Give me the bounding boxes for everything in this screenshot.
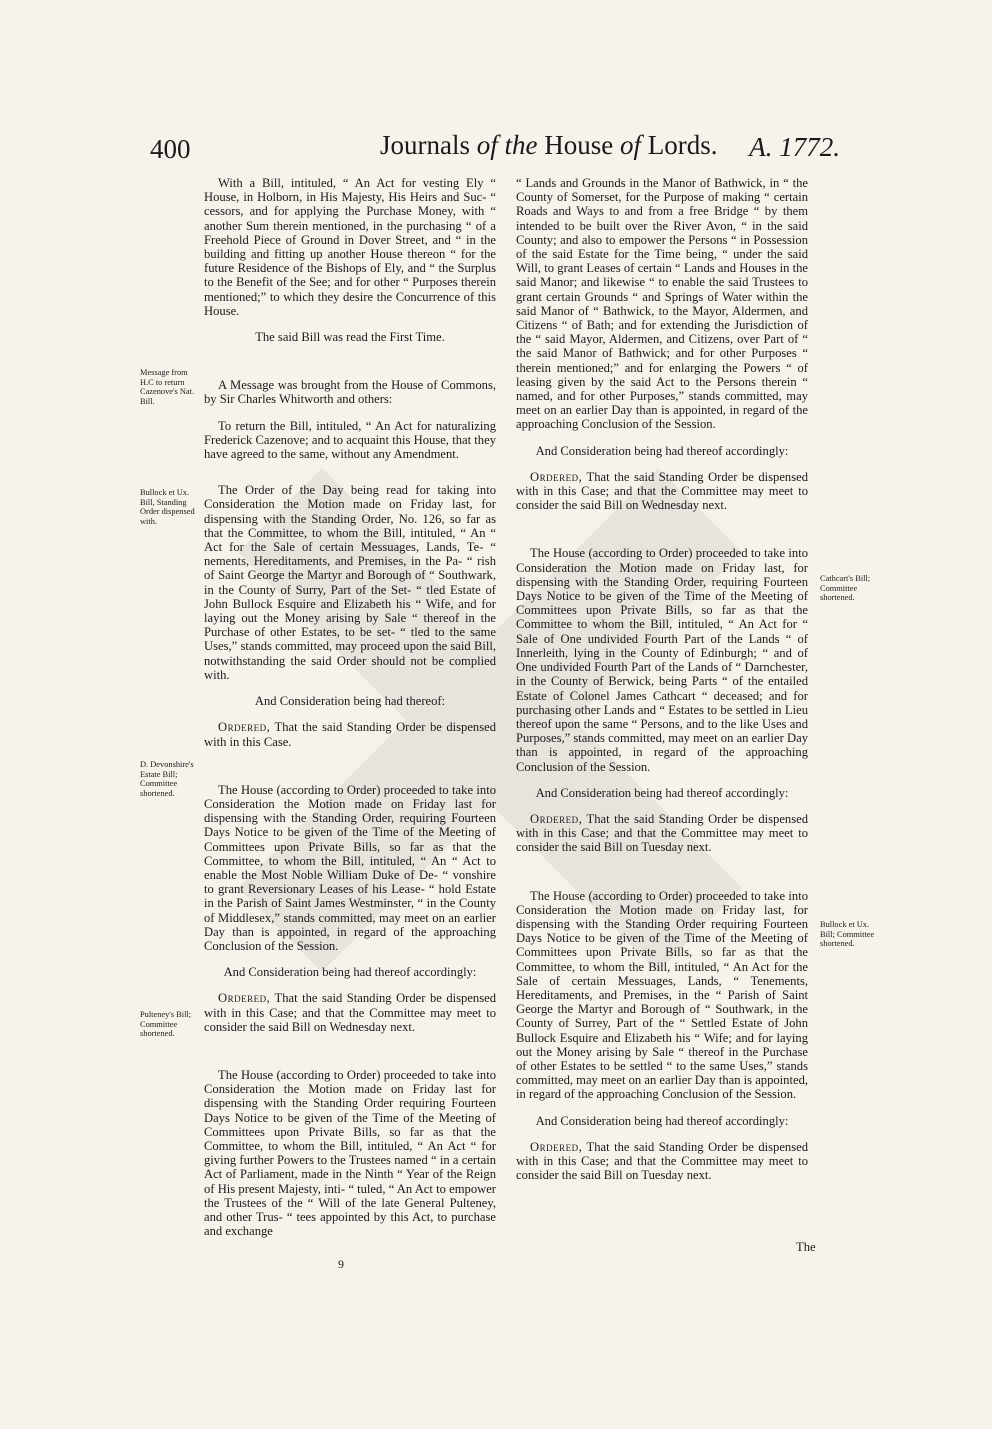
margin-note-bullock: Bullock et Ux. Bill, Standing Order dispensed with. [140, 488, 195, 526]
paragraph: And Consideration being had thereof: [254, 694, 446, 709]
page-header [150, 130, 840, 170]
title-word: of [620, 130, 642, 160]
ordered-text: That the said Standing Order be dispensed with in this Case; and that the Committee may meet to consider the said Bill on Wednesday next. [516, 469, 808, 513]
ordered-paragraph [516, 470, 808, 513]
title-word: the [504, 130, 538, 160]
ordered-paragraph [516, 1140, 808, 1183]
paragraph: And Consideration being had thereof accordingly: [535, 785, 789, 800]
ordered-label: Ordered, [218, 991, 271, 1006]
ordered-text: That the said Standing Order be dispensed with in this Case; and that the Committee may meet to consider the said Bill on Tuesday next. [516, 1139, 808, 1183]
paragraph: The House (according to Order) proceeded to take into Consideration the Motion made on Friday last for dispensing with the Standing Order requiring Fourteen Days Notice to be given of the Time of the Meeting of Committees upon Private Bills, so far as that the Committee, to whom the Bill, intituled, “ An Act “ for giving further Powers to the Trustees named “ in a certain Act of Parliament, made in the Ninth “ Year of the Reign of His present Majesty, inti- “ tuled, “ An Act to empower the Trustees of the “ Will of the late General Pulteney, and other Trus- “ tees appointed by this Act, to purchase and exchange [204, 1067, 496, 1239]
paragraph: And Consideration being had thereof accordingly: [535, 1113, 789, 1128]
ordered-label: Ordered, [530, 1139, 583, 1154]
ordered-label: Ordered, [218, 720, 271, 735]
paragraph: With a Bill, intituled, “ An Act for vesting Ely “ House, in Holborn, in His Majesty, His Heirs and Suc- “ cessors, and for applying the Purchase Money, with “ another Sum therein mentioned, in the purchasing “ of a Freehold Piece of Ground in Dover Street, and “ in the building and fitting up another House thereon “ for the future Residence of the Bishops of Ely, and “ the Surplus to the Benefit of the See; and for other “ Purposes therein mentioned;” to which they desire the Concurrence of this House. [204, 176, 496, 318]
paragraph: The House (according to Order) proceeded to take into Consideration the Motion made on Friday last, for dispensing with the Standing Order, requiring Fourteen Days Notice to be given of the Time of the Meeting of Committees upon Private Bills, so far as that the Committee to whom the Bill, intituled, “ An Act for “ Sale of One undivided Fourth Part of the Lands “ of Innerleith, lying in the County of Edinburgh; “ and of One undivided Fourth Part of the Lands of “ Darnchester, in the County of Berwick, being Parts “ of the entailed Estate of Colonel James Cathcart “ deceased; and for purchasing other Lands and “ Estates to be settled in Lieu thereof upon the same “ Persons, and to the like Uses and Purposes,” stands committed, may meet on an earlier Day than is appointed, in regard of the approaching Conclusion of the Session. [516, 546, 808, 774]
running-title [380, 130, 718, 161]
paragraph: And Consideration being had thereof accordingly: [223, 965, 477, 980]
ordered-label: Ordered, [530, 811, 583, 826]
title-word: Journals [380, 130, 470, 160]
paragraph: The House (according to Order) proceeded to take into Consideration the Motion made on Friday last, for dispensing with the Standing Order requiring Fourteen Days Notice to be given of the Time of the Meeting of Committees upon Private Bills, so far as that the Committee, to whom the Bill, intituled, “ An Act for the Sale of certain Messuages, Lands, “ Tenements, Hereditaments, and Premises, in the “ Parish of Saint George the Martyr and Borough of “ Southwark, in the County of Surrey, Part of the “ Settled Estate of John Bullock Esquire and Elizabeth his “ Wife; and for laying out the Money arising by Sale “ thereof in the Purchase of other Estates to be settled “ to the same Uses,” stands committed, may meet on an earlier Day than is appointed, in regard of the approaching Conclusion of the Session. [516, 888, 809, 1102]
margin-note-devonshire: D. Devonshire's Estate Bill; Committee shortened. [140, 760, 194, 798]
right-column [516, 176, 808, 1194]
ordered-paragraph [204, 720, 496, 748]
paragraph: The House (according to Order) proceeded to take into Consideration the Motion made on Friday last for dispensing with the Standing Order, requiring Fourteen Days Notice to be given of the Time of the Meeting of Committees upon Private Bills, so far as that the Committee, to whom the Bill, intituled, “ An “ Act to enable the Most Noble William Duke of De- “ vonshire to grant Reversionary Leases of his Lease- “ hold Estate in the Parish of Saint James Westminster, “ in the County of Middlesex,” stands committed, may meet on an earlier Day than is appointed, in regard of the approaching Conclusion of the Session. [204, 782, 496, 953]
ordered-text: That the said Standing Order be dispensed with in this Case. [204, 720, 496, 749]
title-word: of [476, 130, 498, 160]
margin-note-cathcart: Cathcart's Bill; Committee shortened. [820, 574, 871, 603]
paragraph: The said Bill was read the First Time. [255, 330, 445, 345]
catchword: The [796, 1240, 816, 1254]
ordered-text: That the said Standing Order be dispensed with in this Case; and that the Committee may meet to consider the said Bill on Wednesday next. [204, 991, 496, 1034]
ordered-text: That the said Standing Order be dispensed with in this Case; and that the Committee may meet to consider the said Bill on Tuesday next. [516, 811, 808, 855]
paragraph: And Consideration being had thereof accordingly: [535, 443, 789, 458]
year: A. 1772. [749, 132, 840, 162]
paragraph: To return the Bill, intituled, “ An Act for naturalizing Frederick Cazenove; and to acquaint this House, that they have agreed to the same, without any Amendment. [204, 418, 496, 462]
left-column [204, 176, 496, 1250]
ordered-paragraph [204, 991, 496, 1034]
paragraph: A Message was brought from the House of Commons, by Sir Charles Whitworth and others: [204, 378, 496, 407]
ordered-paragraph [516, 812, 808, 855]
paragraph: The Order of the Day being read for taking into Consideration the Motion made on Friday last, for dispensing with the Standing Order, No. 126, so far as that the Committee, to whom the Bill, intituled, “ An “ Act for the Sale of certain Messuages, Lands, Te- “ nements, Hereditaments, and Premises, in the Pa- “ rish of Saint George the Martyr and Borough of “ Southwark, in the County of Surry, Part of the Set- “ tled Estate of John Bullock Esquire and Elizabeth his “ Wife, and for laying out the Money arising by Sale “ thereof in the Purchase of other Estates, to be set- “ tled to the same Uses,” stands committed, may proceed upon the said Bill, notwithstanding the said Order should not be complied with. [204, 483, 496, 682]
ordered-label: Ordered, [530, 469, 583, 484]
margin-note-pulteney: Pulteney's Bill; Committee shortened. [140, 1010, 192, 1039]
page-number: 400 [150, 134, 191, 164]
paragraph: “ Lands and Grounds in the Manor of Bathwick, in “ the County of Somerset, for the Purpose of making “ certain Roads and Ways to and from a free Bridge “ by them intended to be built over the River Avon, “ in the said County; and also to empower the Persons “ in Possession of the said Estate for the Time being, “ under the said Will, to grant Leases of certain “ Lands and Houses in the said Manor; and likewise “ to enable the said Trustees to grant certain Grounds “ and Springs of Water within the said Manor of “ Bathwick, to the Mayor, Aldermen, and Citizens “ of Bath; and for extending the Jurisdiction of the “ said Mayor, Aldermen, and Citizens, over Part of “ the said Manor of Bathwick; and for other Purposes “ therein mentioned;” and for enlarging the Powers “ of leasing given by the said Act to the Persons therein “ named, and for other Purposes,” stands committed, may meet on an earlier Day than is appointed, in regard of the approaching Conclusion of the Session. [516, 176, 808, 432]
margin-note-cazenove: Message from H.C to return Cazenove's Nat. Bill. [140, 368, 195, 406]
margin-note-bullock-2: Bullock et Ux. Bill; Committee shortened. [820, 920, 875, 949]
title-word: House [544, 130, 614, 160]
title-word: Lords. [647, 130, 718, 160]
signature-mark: 9 [338, 1257, 344, 1271]
